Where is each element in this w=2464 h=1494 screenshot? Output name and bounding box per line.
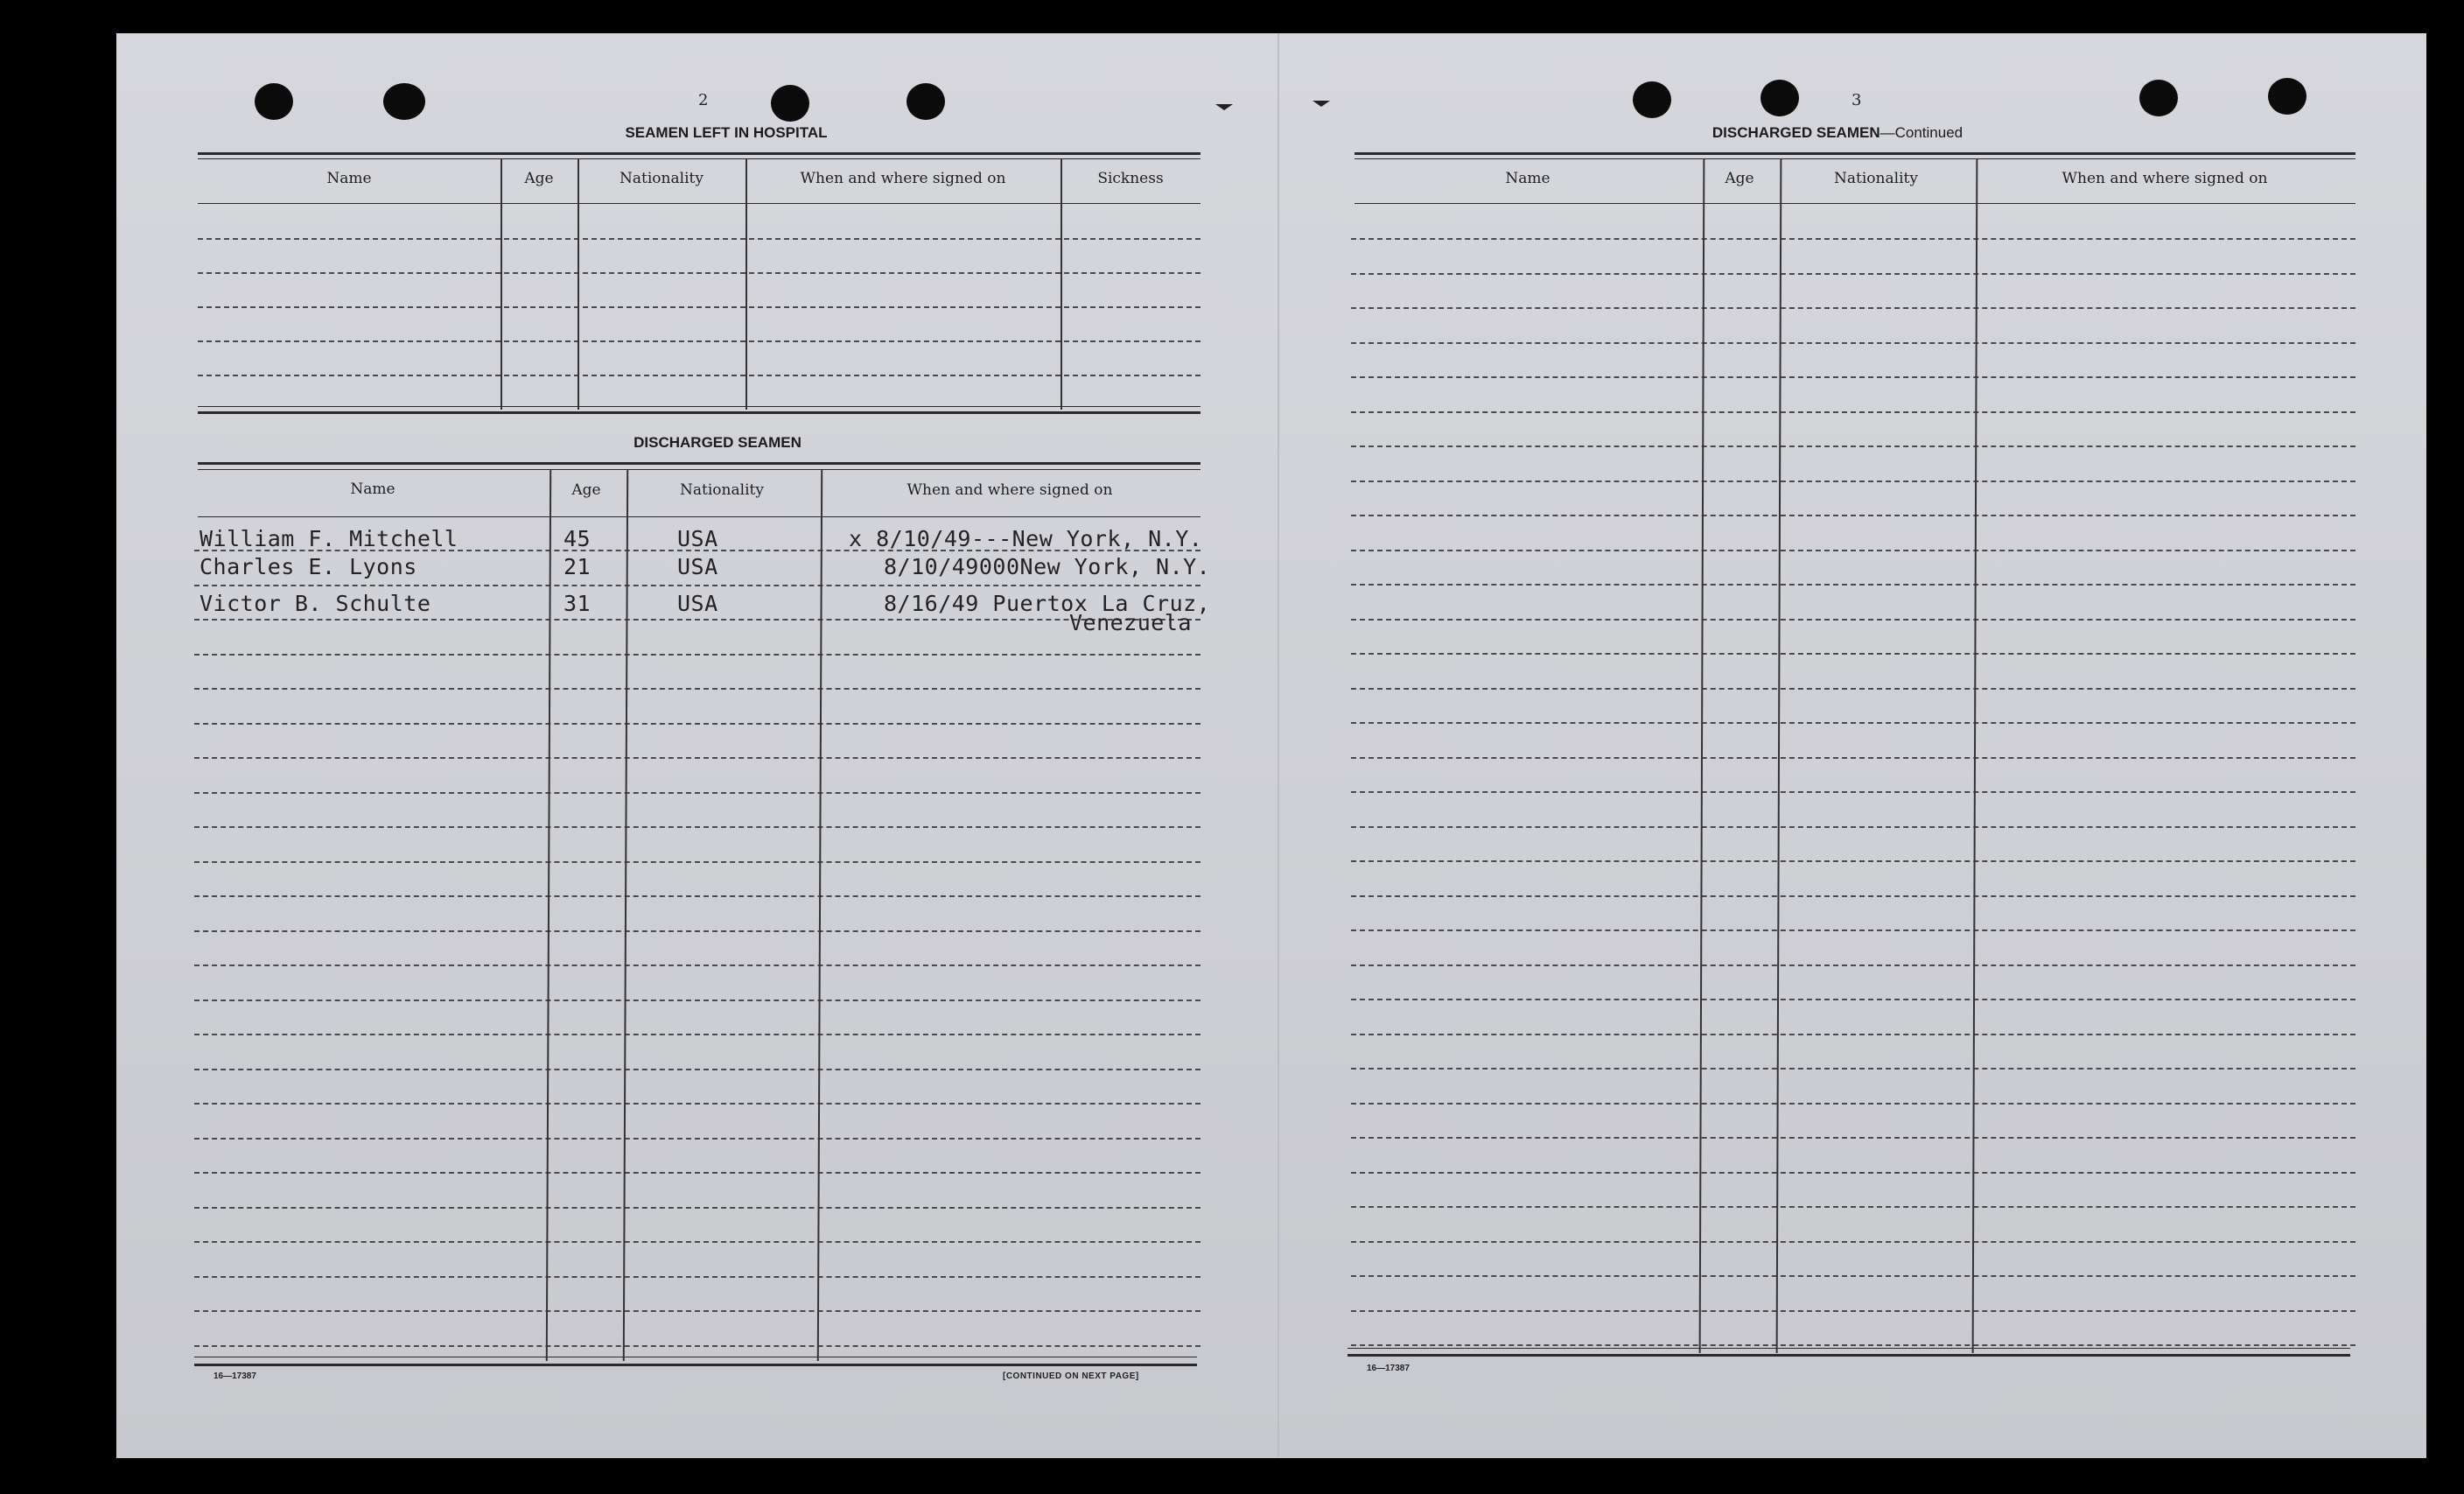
- entry-line: [1351, 342, 2356, 344]
- entry-line: [194, 1207, 1200, 1209]
- seaman-age: 31: [564, 591, 592, 616]
- seaman-signed-on-continued: Venezuela: [1069, 610, 1192, 635]
- entry-line: [194, 654, 1200, 656]
- col-header-age: Age: [1725, 170, 1754, 187]
- entry-line: [1351, 480, 2356, 482]
- section-rule: [198, 152, 1200, 155]
- entry-line: [1351, 1103, 2356, 1105]
- entry-line: [1351, 1206, 2356, 1208]
- entry-line: [194, 826, 1200, 828]
- entry-line: [194, 1345, 1200, 1347]
- section-rule: [1354, 152, 2356, 155]
- entry-line: [1351, 964, 2356, 966]
- entry-line: [1351, 1275, 2356, 1277]
- entry-line: [198, 272, 1200, 274]
- punch-hole: [1633, 81, 1671, 118]
- page-fold: [1278, 33, 1279, 1458]
- column-divider: [500, 159, 502, 410]
- entry-line: [1351, 826, 2356, 828]
- entry-line: [1351, 376, 2356, 378]
- page-number: 3: [1852, 91, 1862, 109]
- entry-line: [194, 1172, 1200, 1174]
- punch-hole: [2139, 80, 2178, 116]
- entry-line: [194, 1000, 1200, 1001]
- entry-line: [1351, 1172, 2356, 1174]
- section-rule: [198, 158, 1200, 159]
- column-divider: [578, 159, 579, 410]
- section-title: DISCHARGED SEAMEN: [1712, 124, 1880, 141]
- entry-line: [194, 619, 1200, 621]
- entry-line: [1351, 895, 2356, 897]
- col-header-name: Name: [326, 170, 372, 187]
- form-number: 16—17387: [214, 1371, 256, 1381]
- col-header-name: Name: [1505, 170, 1550, 187]
- entry-line: [1351, 757, 2356, 759]
- section-rule: [1354, 158, 2356, 159]
- col-header-nationality: Nationality: [620, 170, 704, 187]
- entry-line: [1351, 860, 2356, 862]
- col-header-nationality: Nationality: [680, 481, 764, 499]
- entry-line: [1351, 550, 2356, 551]
- continued-note: [CONTINUED ON NEXT PAGE]: [1003, 1371, 1139, 1381]
- entry-line: [194, 585, 1200, 586]
- entry-line: [194, 688, 1200, 690]
- section-rule: [198, 406, 1200, 407]
- entry-line: [198, 238, 1200, 240]
- punch-hole: [383, 83, 425, 120]
- header-rule: [1354, 203, 2356, 204]
- entry-line: [1351, 238, 2356, 240]
- punch-hole: [771, 85, 809, 122]
- col-header-signed-on: When and where signed on: [2062, 170, 2268, 187]
- entry-line: [1351, 411, 2356, 413]
- entry-line: [194, 1310, 1200, 1312]
- col-header-signed-on: When and where signed on: [800, 170, 1006, 187]
- entry-line: [194, 723, 1200, 725]
- entry-line: [194, 1103, 1200, 1105]
- seaman-signed-on: 8/10/49000New York, N.Y.: [884, 554, 1211, 579]
- punch-hole: [906, 83, 945, 120]
- seaman-age: 21: [564, 554, 592, 579]
- entry-line: [194, 964, 1200, 966]
- section-rule: [1348, 1354, 2350, 1357]
- entry-line: [198, 306, 1200, 308]
- form-number: 16—17387: [1367, 1364, 1410, 1373]
- entry-line: [1351, 307, 2356, 309]
- entry-line: [194, 1034, 1200, 1035]
- entry-line: [1351, 515, 2356, 516]
- entry-line: [1351, 653, 2356, 655]
- entry-line: [1351, 1241, 2356, 1243]
- seaman-age: 45: [564, 526, 592, 551]
- entry-line: [1351, 1310, 2356, 1312]
- section-rule: [198, 469, 1200, 470]
- section-rule: [198, 411, 1200, 414]
- entry-line: [194, 1241, 1200, 1243]
- section-rule: [194, 1364, 1197, 1366]
- seaman-name: William F. Mitchell: [200, 526, 458, 551]
- seaman-name: Victor B. Schulte: [200, 591, 431, 616]
- page-number: 2: [698, 91, 709, 109]
- entry-line: [1351, 584, 2356, 586]
- entry-line: [194, 1138, 1200, 1140]
- entry-line: [194, 1276, 1200, 1278]
- seaman-nationality: USA: [677, 554, 718, 579]
- punch-hole: [1760, 80, 1799, 116]
- section-title-suffix: —Continued: [1880, 124, 1964, 141]
- col-header-sickness: Sickness: [1097, 170, 1164, 187]
- col-header-name: Name: [350, 480, 396, 498]
- discharged-section-title: DISCHARGED SEAMEN: [634, 434, 802, 451]
- entry-line: [194, 895, 1200, 897]
- col-header-age: Age: [571, 481, 601, 499]
- entry-line: [1351, 445, 2356, 447]
- entry-line: [1351, 619, 2356, 621]
- entry-line: [198, 375, 1200, 376]
- entry-line: [1351, 929, 2356, 931]
- seaman-nationality: USA: [677, 591, 718, 616]
- header-rule: [198, 203, 1200, 204]
- entry-line: [1351, 1068, 2356, 1070]
- entry-line: [194, 792, 1200, 794]
- column-divider: [746, 159, 747, 410]
- entry-line: [1351, 791, 2356, 793]
- section-rule: [198, 462, 1200, 465]
- punch-hole: [255, 83, 293, 120]
- entry-line: [1351, 722, 2356, 724]
- entry-line: [194, 1069, 1200, 1070]
- seaman-signed-on: 8/16/49 Puertox La Cruz,: [884, 591, 1211, 616]
- entry-line: [198, 340, 1200, 342]
- form-sheet: [116, 33, 2426, 1458]
- seaman-signed-on: x 8/10/49---New York, N.Y.: [849, 526, 1203, 551]
- entry-line: [1351, 273, 2356, 275]
- entry-line: [1351, 1137, 2356, 1139]
- punch-hole: [2268, 78, 2306, 115]
- section-rule: [1348, 1348, 2350, 1349]
- entry-line: [194, 861, 1200, 863]
- seaman-nationality: USA: [677, 526, 718, 551]
- col-header-age: Age: [524, 170, 554, 187]
- col-header-nationality: Nationality: [1834, 170, 1918, 187]
- entry-line: [1351, 999, 2356, 1000]
- hospital-section-title: SEAMEN LEFT IN HOSPITAL: [625, 124, 828, 141]
- entry-line: [1351, 1344, 2356, 1346]
- discharged-continued-title: [1619, 124, 2056, 142]
- col-header-signed-on: When and where signed on: [906, 481, 1113, 499]
- entry-line: [1351, 688, 2356, 690]
- entry-line: [194, 930, 1200, 932]
- column-divider: [1060, 159, 1062, 410]
- entry-line: [1351, 1034, 2356, 1035]
- header-rule: [198, 516, 1200, 517]
- entry-line: [194, 757, 1200, 759]
- seaman-name: Charles E. Lyons: [200, 554, 417, 579]
